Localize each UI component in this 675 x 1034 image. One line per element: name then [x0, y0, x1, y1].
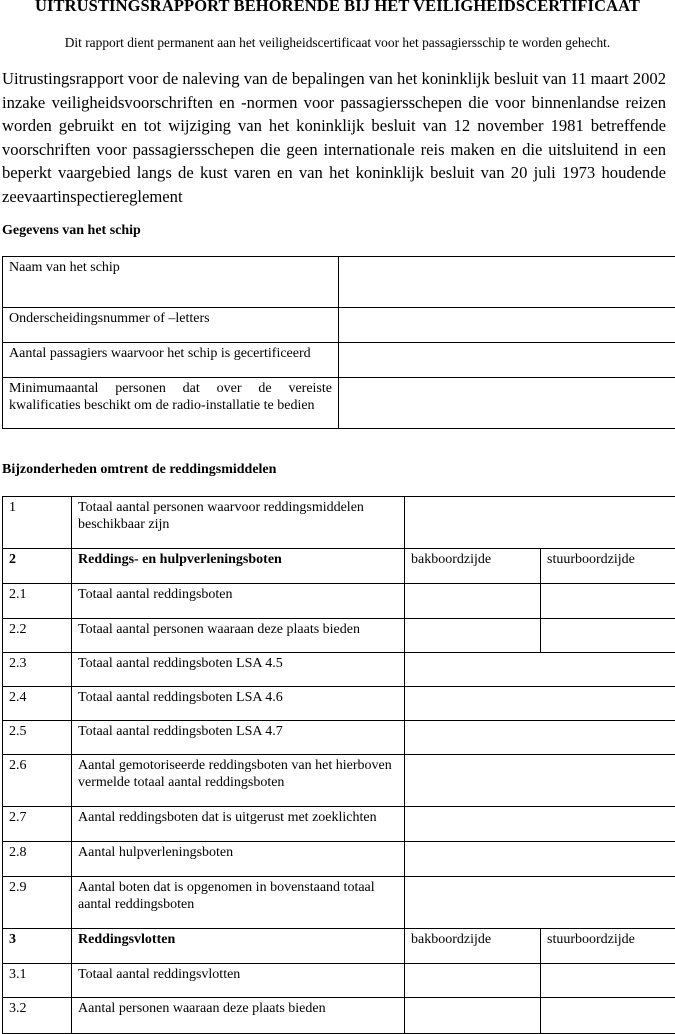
- column-header-starboard: stuurboordzijde: [541, 929, 675, 964]
- column-header-port: bakboordzijde: [405, 929, 541, 964]
- attachment-notice: Dit rapport dient permanent aan het veiligheidscertificaat voor het passagiersschip te worden gehecht.: [64, 35, 611, 50]
- table-row: [3, 687, 675, 721]
- ship-data-heading: Gegevens van het schip: [2, 223, 141, 238]
- row-description: Reddingsvlotten: [72, 929, 405, 964]
- ship-row-name: [3, 257, 675, 308]
- table-row: [3, 549, 675, 584]
- table-row: [3, 653, 675, 687]
- value-cell[interactable]: [405, 877, 675, 929]
- row-number: 3: [3, 929, 72, 964]
- table-row: [3, 998, 675, 1034]
- row-number: 2.9: [3, 877, 72, 929]
- row-description: Reddings- en hulpverleningsboten: [72, 549, 405, 584]
- row-number: 3.1: [3, 964, 72, 998]
- port-value-cell[interactable]: [405, 619, 541, 653]
- ship-row-passengers: [3, 343, 675, 378]
- row-number: 2: [3, 549, 72, 584]
- row-description: Totaal aantal reddingsvlotten: [72, 964, 405, 998]
- table-row: [3, 807, 675, 842]
- row-number: 2.1: [3, 584, 72, 619]
- row-description: Aantal hulpverleningsboten: [72, 842, 405, 877]
- row-description: Totaal aantal reddingsboten LSA 4.6: [72, 687, 405, 721]
- ship-label: Minimumaantal personen dat over de vereiste kwalificaties beschikt om de radio-installatie te bedien: [3, 378, 339, 429]
- ship-value-cell[interactable]: [339, 257, 675, 308]
- table-row: [3, 584, 675, 619]
- row-number: 2.6: [3, 755, 72, 807]
- row-number: 2.3: [3, 653, 72, 687]
- row-number: 2.2: [3, 619, 72, 653]
- ship-data-table: [2, 256, 675, 429]
- column-header-port: bakboordzijde: [405, 549, 541, 584]
- port-value-cell[interactable]: [405, 998, 541, 1034]
- row-description: Totaal aantal reddingsboten LSA 4.5: [72, 653, 405, 687]
- value-cell[interactable]: [405, 755, 675, 807]
- row-description: Totaal aantal reddingsboten: [72, 584, 405, 619]
- intro-paragraph: Uitrustingsrapport voor de naleving van de bepalingen van het koninklijk besluit van 11 maart 2002 inzake veiligheidsvoorschriften en -normen voor passagiersschepen die voor binnenlandse reizen worden gebruikt en tot wijziging van het koninklijk besluit van 12 november 1981 betreffende voorschriften voor passagiersschepen die geen internationale reis maken en die uitsluitend in een beperkt vaargebied langs de kust varen en van het koninklijk besluit van 20 juli 1973 houdende zeevaartinspectiereglement: [2, 69, 666, 206]
- row-description: Totaal aantal personen waaraan deze plaats bieden: [72, 619, 405, 653]
- table-row: [3, 877, 675, 929]
- port-value-cell[interactable]: [405, 584, 541, 619]
- row-number: 2.4: [3, 687, 72, 721]
- table-row: [3, 619, 675, 653]
- row-number: 2.7: [3, 807, 72, 842]
- ship-label: Onderscheidingsnummer of –letters: [3, 308, 339, 343]
- ship-value-cell[interactable]: [339, 343, 675, 378]
- lifesaving-heading: Bijzonderheden omtrent de reddingsmiddelen: [2, 462, 277, 477]
- row-number: 2.5: [3, 721, 72, 755]
- row-description: Totaal aantal personen waarvoor reddingsmiddelen beschikbaar zijn: [72, 497, 405, 549]
- row-number: 3.2: [3, 998, 72, 1034]
- row-description: Aantal boten dat is opgenomen in bovenstaand totaal aantal reddingsboten: [72, 877, 405, 929]
- table-row: [3, 755, 675, 807]
- table-row: [3, 721, 675, 755]
- row-number: 2.8: [3, 842, 72, 877]
- row-number: 1: [3, 497, 72, 549]
- ship-value-cell[interactable]: [339, 308, 675, 343]
- row-description: Aantal reddingsboten dat is uitgerust met zoeklichten: [72, 807, 405, 842]
- lifesaving-table: [2, 496, 675, 1034]
- ship-label: Naam van het schip: [3, 257, 339, 308]
- table-row: [3, 929, 675, 964]
- row-description: Aantal gemotoriseerde reddingsboten van het hierboven vermelde totaal aantal reddingsboten: [72, 755, 405, 807]
- row-description: Aantal personen waaraan deze plaats bieden: [72, 998, 405, 1034]
- value-cell[interactable]: [405, 807, 675, 842]
- starboard-value-cell[interactable]: [541, 964, 675, 998]
- value-cell[interactable]: [405, 497, 675, 549]
- starboard-value-cell[interactable]: [541, 584, 675, 619]
- row-description: Totaal aantal reddingsboten LSA 4.7: [72, 721, 405, 755]
- starboard-value-cell[interactable]: [541, 998, 675, 1034]
- table-row: [3, 497, 675, 549]
- report-title: UITRUSTINGSRAPPORT BEHORENDE BIJ HET VEILIGHEIDSCERTIFICAAT: [35, 0, 640, 15]
- value-cell[interactable]: [405, 687, 675, 721]
- port-value-cell[interactable]: [405, 964, 541, 998]
- value-cell[interactable]: [405, 842, 675, 877]
- value-cell[interactable]: [405, 653, 675, 687]
- column-header-starboard: stuurboordzijde: [541, 549, 675, 584]
- ship-label: Aantal passagiers waarvoor het schip is gecertificeerd: [3, 343, 339, 378]
- ship-value-cell[interactable]: [339, 378, 675, 429]
- table-row: [3, 964, 675, 998]
- ship-row-id: [3, 308, 675, 343]
- starboard-value-cell[interactable]: [541, 619, 675, 653]
- value-cell[interactable]: [405, 721, 675, 755]
- table-row: [3, 842, 675, 877]
- ship-row-radio-crew: [3, 378, 675, 429]
